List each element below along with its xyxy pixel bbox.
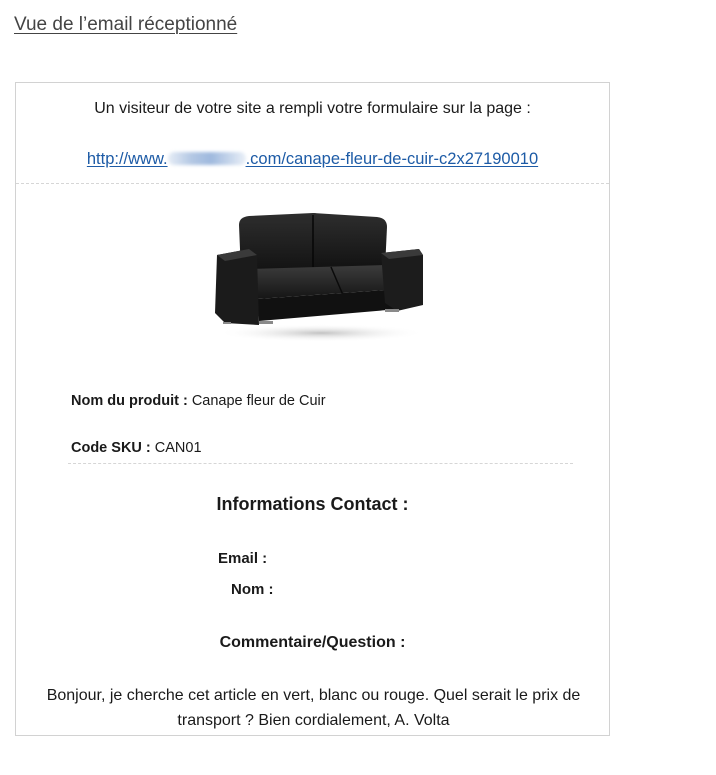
page-url [16, 150, 609, 169]
page-title: Vue de l’email réceptionné [14, 14, 238, 35]
product-sku-value: CAN01 [154, 440, 202, 456]
product-name-value: Canape fleur de Cuir [191, 393, 326, 409]
email-preview-card [15, 82, 610, 736]
divider [68, 463, 573, 464]
comment-section-title: Commentaire/Question : [219, 634, 406, 651]
contact-email-label: Email : [218, 550, 268, 567]
url-prefix: http://www. [86, 150, 168, 168]
redacted-domain [168, 152, 246, 165]
contact-section-title: Informations Contact : [216, 494, 409, 514]
intro-text: Un visiteur de votre site a rempli votre formulaire sur la page : [94, 100, 531, 117]
product-image [209, 205, 431, 345]
contact-name-label: Nom : [231, 581, 274, 598]
comment-text: Bonjour, je cherche cet article en vert, blanc ou rouge. Quel serait le prix de transport ? Bien cordialement, A. Volta [46, 687, 581, 729]
product-name-label: Nom du produit : [71, 393, 188, 409]
product-sku-field [71, 440, 202, 456]
product-sku-label: Code SKU : [71, 440, 151, 456]
divider [16, 183, 609, 184]
page-url-link[interactable] [87, 150, 538, 168]
url-suffix: .com/canape-fleur-de-cuir-c2x27190010 [245, 150, 539, 168]
product-name-field [71, 393, 326, 409]
